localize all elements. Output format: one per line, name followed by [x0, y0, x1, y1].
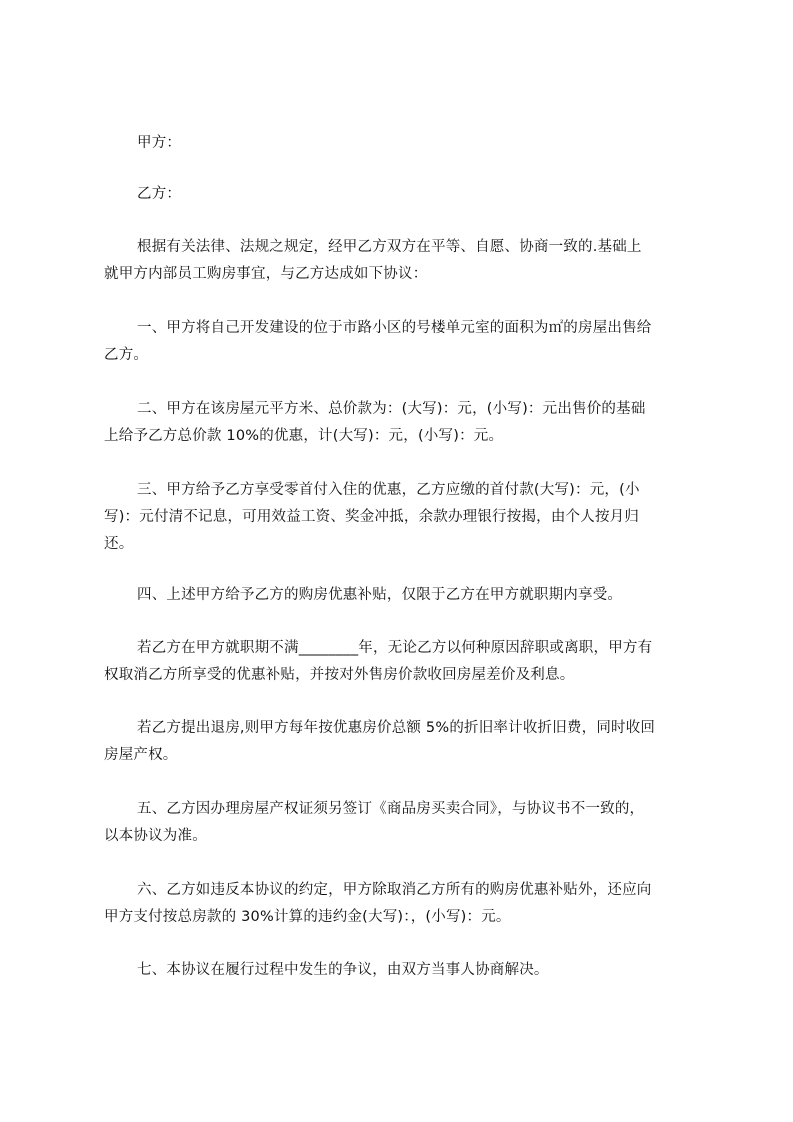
- paragraph-line: 若乙方在甲方就职期不满________年，无论乙方以何种原因辞职或离职，甲方有: [137, 640, 653, 656]
- clause-four: 四、上述甲方给予乙方的购房优惠补贴，仅限于乙方在甲方就职期内享受。: [137, 587, 623, 603]
- clause-three-cont: 写)：元付清不记息，可用效益工资、奖金冲抵，余款办理银行按揭，由个人按月归: [104, 509, 640, 525]
- clause-six: 六、乙方如违反本协议的约定，甲方除取消乙方所有的购房优惠补贴外，还应向: [137, 882, 652, 898]
- clause-six-cont: 甲方支付按总房款的 30%计算的违约金(大写)：，(小写)：元。: [104, 909, 511, 925]
- paragraph-line: 根据有关法律、法规之规定，经甲乙方双方在平等、自愿、协商一致的.基础上: [137, 239, 642, 255]
- party-a-label: 甲方：: [137, 135, 182, 151]
- paragraph-line: 权取消乙方所享受的优惠补贴，并按对外售房价款收回房屋差价及利息。: [104, 667, 575, 683]
- party-b-label: 乙方：: [137, 186, 182, 202]
- clause-two-cont: 上给予乙方总价款 10%的优惠，计(大写)：元，(小写)：元。: [104, 428, 504, 444]
- clause-one-cont: 乙方。: [104, 347, 149, 363]
- clause-one: 一、甲方将自己开发建设的位于市路小区的号楼单元室的面积为㎡的房屋出售给: [137, 320, 652, 336]
- clause-seven: 七、本协议在履行过程中发生的争议，由双方当事人协商解决。: [137, 962, 549, 978]
- clause-five-cont: 以本协议为准。: [104, 828, 207, 844]
- clause-five: 五、乙方因办理房屋产权证须另签订《商品房买卖合同》，与协议书不一致的，: [137, 801, 645, 817]
- paragraph-line: 就甲方内部员工购房事宜，与乙方达成如下协议：: [104, 266, 428, 282]
- paragraph-line: 房屋产权。: [104, 747, 178, 763]
- clause-three: 三、甲方给予乙方享受零首付入住的优惠，乙方应缴的首付款(大写)：元，(小: [137, 482, 640, 498]
- clause-two: 二、甲方在该房屋元平方米、总价款为：(大写)：元，(小写)：元出售价的基础: [137, 401, 646, 417]
- clause-three-cont: 还。: [104, 536, 134, 552]
- paragraph-line: 若乙方提出退房,则甲方每年按优惠房价总额 5%的折旧率计收折旧费，同时收回: [137, 720, 656, 736]
